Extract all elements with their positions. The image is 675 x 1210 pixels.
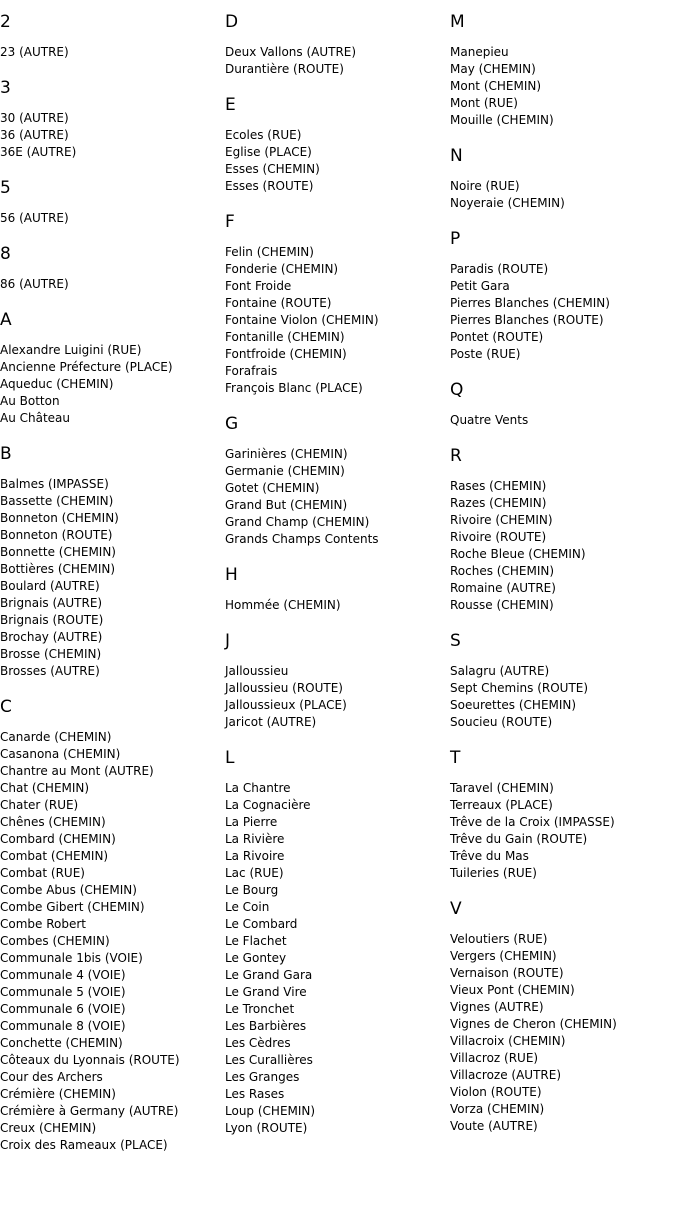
street-item: Combat (CHEMIN) <box>0 849 109 863</box>
street-item: Combe Abus (CHEMIN) <box>0 883 137 897</box>
letter-group <box>450 378 675 429</box>
letter-heading: 8 <box>0 244 11 264</box>
street-item: Vignes de Cheron (CHEMIN) <box>450 1017 617 1031</box>
street-item: La Rivière <box>225 832 285 846</box>
street-item: Sept Chemins (ROUTE) <box>450 681 589 695</box>
street-list <box>450 663 675 731</box>
letter-group <box>0 76 225 161</box>
street-list <box>450 178 675 212</box>
street-item: Fontaine (ROUTE) <box>225 296 332 310</box>
letter-heading: 5 <box>0 178 11 198</box>
street-item: 30 (AUTRE) <box>0 111 69 125</box>
street-item: 86 (AUTRE) <box>0 277 69 291</box>
letter-group <box>450 444 675 614</box>
street-item: Boulard (AUTRE) <box>0 579 100 593</box>
street-item: Croix des Rameaux (PLACE) <box>0 1138 168 1152</box>
street-item: Combard (CHEMIN) <box>0 832 116 846</box>
street-list <box>450 931 675 1135</box>
letter-heading: 2 <box>0 12 11 32</box>
street-item: Razes (CHEMIN) <box>450 496 547 510</box>
letter-heading: S <box>450 631 461 651</box>
street-item: La Cognacière <box>225 798 311 812</box>
street-item: Bonnette (CHEMIN) <box>0 545 116 559</box>
street-list <box>450 44 675 129</box>
street-item: Loup (CHEMIN) <box>225 1104 316 1118</box>
street-item: Germanie (CHEMIN) <box>225 464 345 478</box>
street-item: Gotet (CHEMIN) <box>225 481 320 495</box>
street-item: Taravel (CHEMIN) <box>450 781 554 795</box>
street-item: Rases (CHEMIN) <box>450 479 547 493</box>
street-item: Chater (RUE) <box>0 798 79 812</box>
street-item: Fontaine Violon (CHEMIN) <box>225 313 379 327</box>
street-item: Vieux Pont (CHEMIN) <box>450 983 575 997</box>
street-item: Trêve du Gain (ROUTE) <box>450 832 588 846</box>
street-item: Deux Vallons (AUTRE) <box>225 45 357 59</box>
street-item: Balmes (IMPASSE) <box>0 477 109 491</box>
street-item: La Rivoire <box>225 849 285 863</box>
street-item: Bonneton (CHEMIN) <box>0 511 119 525</box>
street-item: La Pierre <box>225 815 278 829</box>
street-item: Le Grand Gara <box>225 968 313 982</box>
street-item: Esses (ROUTE) <box>225 179 314 193</box>
street-item: Pierres Blanches (CHEMIN) <box>450 296 610 310</box>
street-item: Trêve du Mas <box>450 849 529 863</box>
street-index-column-2 <box>225 10 450 1152</box>
street-item: Soeurettes (CHEMIN) <box>450 698 577 712</box>
street-list <box>450 780 675 882</box>
street-item: Voute (AUTRE) <box>450 1119 538 1133</box>
street-item: Ecoles (RUE) <box>225 128 302 142</box>
letter-heading: D <box>225 12 239 32</box>
street-item: Garinières (CHEMIN) <box>225 447 348 461</box>
street-item: Le Tronchet <box>225 1002 295 1016</box>
street-item: Vernaison (ROUTE) <box>450 966 564 980</box>
street-item: Noyeraie (CHEMIN) <box>450 196 565 210</box>
street-item: Vorza (CHEMIN) <box>450 1102 545 1116</box>
street-item: Villacroze (AUTRE) <box>450 1068 562 1082</box>
letter-group <box>0 308 225 427</box>
street-item: Au Botton <box>0 394 60 408</box>
street-item: Eglise (PLACE) <box>225 145 312 159</box>
street-item: Communale 8 (VOIE) <box>0 1019 126 1033</box>
street-item: Grand But (CHEMIN) <box>225 498 348 512</box>
street-item: Les Cèdres <box>225 1036 291 1050</box>
street-item: Le Coin <box>225 900 270 914</box>
street-item: Rivoire (CHEMIN) <box>450 513 553 527</box>
street-item: Crémière à Germany (AUTRE) <box>0 1104 179 1118</box>
street-item: Communale 6 (VOIE) <box>0 1002 126 1016</box>
street-item: Mont (CHEMIN) <box>450 79 542 93</box>
street-item: Paradis (ROUTE) <box>450 262 549 276</box>
letter-group <box>225 10 450 78</box>
street-item: 56 (AUTRE) <box>0 211 69 225</box>
street-item: Petit Gara <box>450 279 510 293</box>
letter-group <box>225 93 450 195</box>
street-item: Durantière (ROUTE) <box>225 62 344 76</box>
street-list <box>225 44 450 78</box>
street-list <box>225 597 450 614</box>
street-item: Aqueduc (CHEMIN) <box>0 377 114 391</box>
letter-heading: C <box>0 697 12 717</box>
street-item: Le Gontey <box>225 951 287 965</box>
letter-heading: F <box>225 212 235 232</box>
street-item: 36E (AUTRE) <box>0 145 77 159</box>
street-item: Jalloussieu <box>225 664 289 678</box>
street-item: Côteaux du Lyonnais (ROUTE) <box>0 1053 180 1067</box>
letter-group <box>225 563 450 614</box>
letter-group <box>0 176 225 227</box>
letter-group <box>450 897 675 1135</box>
street-item: Jalloussieux (PLACE) <box>225 698 347 712</box>
letter-heading: V <box>450 899 462 919</box>
street-item: Casanona (CHEMIN) <box>0 747 121 761</box>
letter-heading: 3 <box>0 78 11 98</box>
street-list <box>450 478 675 614</box>
street-item: Les Granges <box>225 1070 300 1084</box>
street-list <box>225 780 450 1137</box>
street-item: Felin (CHEMIN) <box>225 245 314 259</box>
letter-group <box>450 629 675 731</box>
street-item: Le Grand Vire <box>225 985 307 999</box>
street-item: Lyon (ROUTE) <box>225 1121 308 1135</box>
street-item: Bonneton (ROUTE) <box>0 528 113 542</box>
street-item: Vergers (CHEMIN) <box>450 949 557 963</box>
street-item: Lac (RUE) <box>225 866 284 880</box>
street-item: Chênes (CHEMIN) <box>0 815 106 829</box>
street-item: Fontfroide (CHEMIN) <box>225 347 347 361</box>
letter-heading: A <box>0 310 12 330</box>
street-item: Quatre Vents <box>450 413 529 427</box>
street-item: 23 (AUTRE) <box>0 45 69 59</box>
street-item: Communale 4 (VOIE) <box>0 968 126 982</box>
street-item: Noire (RUE) <box>450 179 520 193</box>
street-item: Ancienne Préfecture (PLACE) <box>0 360 173 374</box>
street-item: Brignais (ROUTE) <box>0 613 104 627</box>
street-item: Brochay (AUTRE) <box>0 630 103 644</box>
street-item: Trêve de la Croix (IMPASSE) <box>450 815 615 829</box>
street-list <box>0 110 225 161</box>
street-item: Villacroix (CHEMIN) <box>450 1034 566 1048</box>
street-item: Tuileries (RUE) <box>450 866 537 880</box>
street-item: Brignais (AUTRE) <box>0 596 103 610</box>
street-item: Vignes (AUTRE) <box>450 1000 544 1014</box>
letter-group <box>450 746 675 882</box>
street-item: Les Rases <box>225 1087 285 1101</box>
street-item: Roche Bleue (CHEMIN) <box>450 547 586 561</box>
letter-group <box>0 10 225 61</box>
street-item: Mont (RUE) <box>450 96 518 110</box>
street-item: Crémière (CHEMIN) <box>0 1087 116 1101</box>
street-item: Combe Gibert (CHEMIN) <box>0 900 145 914</box>
street-item: Alexandre Luigini (RUE) <box>0 343 142 357</box>
street-item: Jaricot (AUTRE) <box>225 715 317 729</box>
letter-heading: H <box>225 565 238 585</box>
street-item: Poste (RUE) <box>450 347 521 361</box>
street-item: Creux (CHEMIN) <box>0 1121 97 1135</box>
street-list <box>0 476 225 680</box>
street-item: Rousse (CHEMIN) <box>450 598 554 612</box>
letter-heading: T <box>450 748 461 768</box>
street-item: Grand Champ (CHEMIN) <box>225 515 370 529</box>
letter-group <box>450 144 675 212</box>
letter-group <box>0 695 225 1154</box>
street-list <box>0 210 225 227</box>
letter-heading: L <box>225 748 235 768</box>
street-item: Bassette (CHEMIN) <box>0 494 114 508</box>
street-item: Romaine (AUTRE) <box>450 581 556 595</box>
street-list <box>225 663 450 731</box>
street-item: Rivoire (ROUTE) <box>450 530 547 544</box>
street-item: Le Bourg <box>225 883 279 897</box>
letter-group <box>225 629 450 731</box>
street-item: Combes (CHEMIN) <box>0 934 110 948</box>
letter-group <box>0 242 225 293</box>
letter-heading: G <box>225 414 239 434</box>
street-item: Fontanille (CHEMIN) <box>225 330 345 344</box>
street-item: Le Combard <box>225 917 298 931</box>
street-list <box>225 127 450 195</box>
street-item: Brosse (CHEMIN) <box>0 647 102 661</box>
street-list <box>450 412 675 429</box>
street-item: Chat (CHEMIN) <box>0 781 90 795</box>
street-item: La Chantre <box>225 781 291 795</box>
street-item: Cour des Archers <box>0 1070 103 1084</box>
letter-group <box>0 442 225 680</box>
street-list <box>0 276 225 293</box>
street-item: Conchette (CHEMIN) <box>0 1036 123 1050</box>
street-item: Chantre au Mont (AUTRE) <box>0 764 154 778</box>
street-item: Fonderie (CHEMIN) <box>225 262 339 276</box>
street-item: Le Flachet <box>225 934 287 948</box>
letter-group <box>450 10 675 129</box>
street-list <box>0 44 225 61</box>
street-item: Brosses (AUTRE) <box>0 664 100 678</box>
street-item: Roches (CHEMIN) <box>450 564 555 578</box>
street-item: 36 (AUTRE) <box>0 128 69 142</box>
street-item: Canarde (CHEMIN) <box>0 730 112 744</box>
street-item: Font Froide <box>225 279 292 293</box>
letter-group <box>225 746 450 1137</box>
street-item: Hommée (CHEMIN) <box>225 598 341 612</box>
letter-heading: J <box>225 631 231 651</box>
street-item: Forafrais <box>225 364 278 378</box>
street-item: Pierres Blanches (ROUTE) <box>450 313 604 327</box>
street-item: May (CHEMIN) <box>450 62 536 76</box>
letter-group <box>225 210 450 397</box>
street-item: Salagru (AUTRE) <box>450 664 550 678</box>
letter-heading: M <box>450 12 465 32</box>
street-list <box>225 244 450 397</box>
letter-group <box>450 227 675 363</box>
letter-heading: E <box>225 95 236 115</box>
letter-heading: R <box>450 446 462 466</box>
street-list <box>0 342 225 427</box>
street-item: Les Barbières <box>225 1019 307 1033</box>
street-item: Jalloussieu (ROUTE) <box>225 681 343 695</box>
street-item: Villacroz (RUE) <box>450 1051 539 1065</box>
street-item: Terreaux (PLACE) <box>450 798 553 812</box>
street-item: Grands Champs Contents <box>225 532 379 546</box>
street-item: Les Curallières <box>225 1053 313 1067</box>
street-item: Violon (ROUTE) <box>450 1085 542 1099</box>
letter-group <box>225 412 450 548</box>
street-item: Pontet (ROUTE) <box>450 330 544 344</box>
street-item: Soucieu (ROUTE) <box>450 715 553 729</box>
street-item: Combat (RUE) <box>0 866 85 880</box>
street-item: Au Château <box>0 411 71 425</box>
street-item: Communale 5 (VOIE) <box>0 985 126 999</box>
street-item: François Blanc (PLACE) <box>225 381 363 395</box>
street-item: Esses (CHEMIN) <box>225 162 320 176</box>
street-list <box>0 729 225 1154</box>
street-index-column-1 <box>0 10 225 1169</box>
street-item: Communale 1bis (VOIE) <box>0 951 143 965</box>
street-item: Mouille (CHEMIN) <box>450 113 554 127</box>
street-item: Manepieu <box>450 45 509 59</box>
letter-heading: Q <box>450 380 464 400</box>
street-list <box>225 446 450 548</box>
street-item: Veloutiers (RUE) <box>450 932 548 946</box>
street-list <box>450 261 675 363</box>
letter-heading: N <box>450 146 463 166</box>
street-index-column-3 <box>450 10 675 1150</box>
street-item: Combe Robert <box>0 917 87 931</box>
letter-heading: P <box>450 229 461 249</box>
street-item: Bottières (CHEMIN) <box>0 562 116 576</box>
letter-heading: B <box>0 444 12 464</box>
